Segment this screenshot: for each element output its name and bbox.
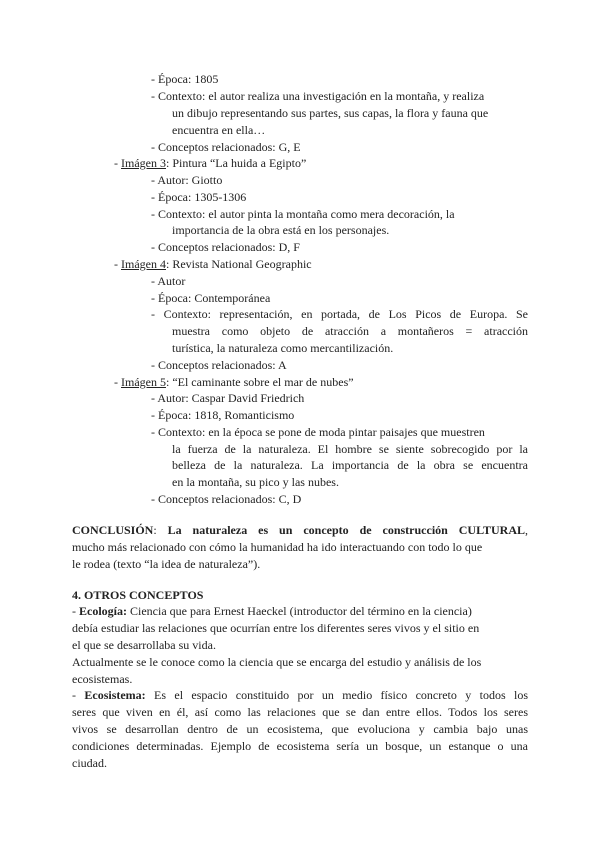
- image3-conceptos: - Conceptos relacionados: D, F: [151, 240, 300, 254]
- ecosistema-line3: vivos se desarrollan dentro de un ecosistema, que evoluciona y cambia bajo unas: [72, 722, 528, 736]
- image3-autor: - Autor: Giotto: [151, 173, 223, 187]
- contexto-1-line1: - Contexto: el autor realiza una investigación en la montaña, y realiza: [151, 89, 485, 103]
- image4-label: Imágen 4: [121, 257, 166, 271]
- ecosistema-line2: seres que viven en él, así como las relaciones que se dan entre ellos. Todos los seres: [72, 705, 528, 719]
- conceptos-1: - Conceptos relacionados: G, E: [151, 140, 301, 154]
- conclusion-label: CONCLUSIÓN: [72, 523, 154, 537]
- image4-title: : Revista National Geographic: [165, 257, 312, 271]
- image4-prefix: -: [114, 257, 121, 271]
- ecosistema-prefix: -: [72, 688, 85, 702]
- ecologia-line2: debía estudiar las relaciones que ocurrían entre los diferentes seres vivos y el sitio en: [72, 621, 480, 635]
- image3-prefix: -: [114, 156, 121, 170]
- image5-heading: [114, 374, 354, 391]
- conclusion-line2: mucho más relacionado con cómo la humanidad ha ido interactuando con todo lo que: [72, 540, 483, 554]
- image5-contexto-line4: en la montaña, su pico y las nubes.: [172, 475, 339, 489]
- contexto-1-line2: un dibujo representando sus partes, sus capas, la flora y fauna que: [172, 106, 489, 120]
- ecologia-prefix: -: [72, 604, 79, 618]
- ecologia-line3: el que se desarrollaba su vida.: [72, 638, 216, 652]
- image4-contexto-line3: turística, la naturaleza como mercantilización.: [172, 341, 394, 355]
- ecologia-line1: [72, 603, 472, 620]
- image5-contexto-line1: - Contexto: en la época se pone de moda pintar paisajes que muestren: [151, 425, 485, 439]
- epoca-1805: - Época: 1805: [151, 72, 219, 86]
- image4-epoca: - Época: Contemporánea: [151, 291, 271, 305]
- ecosistema-line1: [72, 687, 528, 704]
- ecologia-text-1: Ciencia que para Ernest Haeckel (introductor del término en la ciencia): [127, 604, 472, 618]
- image3-heading: [114, 155, 306, 172]
- image3-label: Imágen 3: [121, 156, 166, 170]
- conclusion-comma: ,: [524, 523, 528, 537]
- image4-contexto-line2: muestra como objeto de atracción a montañeros = atracción: [172, 324, 528, 338]
- image5-epoca: - Época: 1818, Romanticismo: [151, 408, 295, 422]
- image4-contexto-line1: - Contexto: representación, en portada, de Los Picos de Europa. Se: [151, 307, 528, 321]
- image5-conceptos: - Conceptos relacionados: C, D: [151, 492, 302, 506]
- conclusion-sep: :: [153, 523, 168, 537]
- image3-contexto-line2: importancia de la obra está en los personajes.: [172, 223, 390, 237]
- ecosistema-line4: condiciones determinadas. Ejemplo de ecosistema sería un bosque, un estanque o una: [72, 739, 528, 753]
- image5-label: Imágen 5: [121, 375, 166, 389]
- ecosistema-term: Ecosistema:: [84, 688, 146, 702]
- conclusion-line3: le rodea (texto “la idea de naturaleza”).: [72, 557, 261, 571]
- contexto-1-line3: encuentra en ella…: [172, 123, 266, 137]
- ecosistema-line5: ciudad.: [72, 756, 107, 770]
- ecologia-term: Ecología:: [79, 604, 127, 618]
- actual-line1: Actualmente se le conoce como la ciencia que se encarga del estudio y análisis de los: [72, 655, 482, 669]
- image3-title: : Pintura “La huida a Egipto”: [165, 156, 307, 170]
- ecosistema-text-1: Es el espacio constituido por un medio físico concreto y todos los: [145, 688, 528, 702]
- image5-prefix: -: [114, 375, 121, 389]
- image5-contexto-line2: la fuerza de la naturaleza. El hombre se siente sobrecogido por la: [172, 442, 528, 456]
- image3-contexto-line1: - Contexto: el autor pinta la montaña como mera decoración, la: [151, 207, 455, 221]
- conclusion-line1: [72, 522, 528, 539]
- section4-heading: 4. OTROS CONCEPTOS: [72, 588, 204, 602]
- image5-title: : “El caminante sobre el mar de nubes”: [165, 375, 354, 389]
- image5-contexto-line3: belleza de la naturaleza. La importancia de la obra se encuentra: [172, 458, 528, 472]
- conclusion-bold-text: La naturaleza es un concepto de construcción CULTURAL: [167, 523, 525, 537]
- image4-conceptos: - Conceptos relacionados: A: [151, 358, 287, 372]
- image5-autor: - Autor: Caspar David Friedrich: [151, 391, 305, 405]
- image3-epoca: - Época: 1305-1306: [151, 190, 247, 204]
- image4-autor: - Autor: [151, 274, 186, 288]
- image4-heading: [114, 256, 312, 273]
- actual-line2: ecosistemas.: [72, 672, 133, 686]
